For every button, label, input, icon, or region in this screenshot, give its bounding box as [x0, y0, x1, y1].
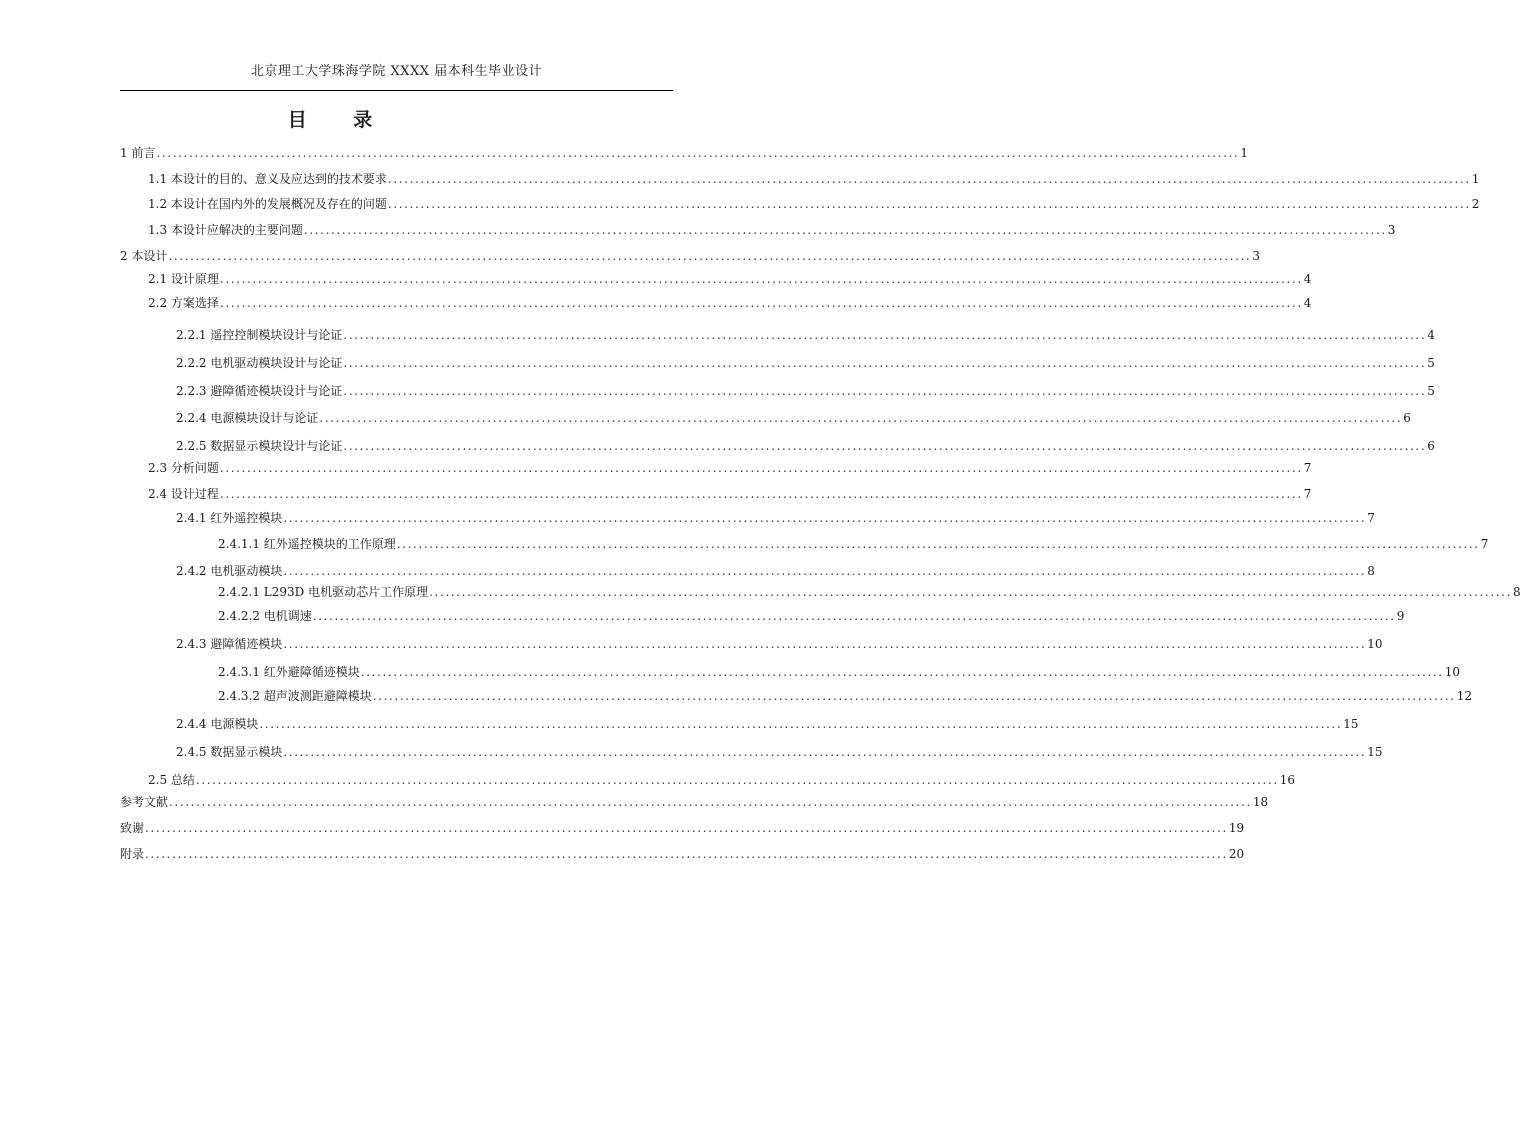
- toc-entry[interactable]: [148, 460, 1312, 476]
- toc-entry[interactable]: [218, 584, 1521, 600]
- toc-entry-page: 7: [1303, 487, 1312, 501]
- toc-dot-leader: ........................................................................................................................................................................................................: [283, 511, 1367, 525]
- toc-entry-page: 8: [1367, 564, 1375, 578]
- page-header: 北京理工大学珠海学院 XXXX 届本科生毕业设计: [250, 64, 543, 79]
- toc-entry-title: 1.2 本设计在国内外的发展概况及存在的问题: [148, 197, 387, 211]
- toc-entry[interactable]: [148, 295, 1312, 311]
- toc-entry-page: 5: [1427, 384, 1435, 398]
- toc-title: 目 录: [287, 109, 393, 131]
- toc-entry[interactable]: [148, 171, 1480, 187]
- toc-entry[interactable]: [148, 486, 1312, 502]
- toc-entry[interactable]: [176, 744, 1383, 760]
- toc-entry-page: 4: [1427, 328, 1435, 342]
- toc-dot-leader: ........................................................................................................................................................................................................: [168, 249, 1252, 263]
- toc-entry-page: 10: [1444, 665, 1460, 679]
- toc-entry[interactable]: [176, 383, 1435, 399]
- toc-entry-page: 4: [1303, 272, 1312, 286]
- toc-entry-title: 1.3 本设计应解决的主要问题: [148, 223, 303, 237]
- toc-entry[interactable]: [218, 608, 1405, 624]
- toc-entry-page: 3: [1252, 249, 1260, 263]
- toc-entry[interactable]: [218, 536, 1489, 552]
- toc-dot-leader: ........................................................................................................................................................................................................: [283, 564, 1367, 578]
- toc-entry[interactable]: [148, 196, 1480, 212]
- toc-dot-leader: ........................................................................................................................................................................................................: [343, 439, 1427, 453]
- toc-dot-leader: ........................................................................................................................................................................................................: [145, 821, 1228, 835]
- toc-entry-page: 4: [1303, 296, 1312, 310]
- toc-dot-leader: ........................................................................................................................................................................................................: [360, 665, 1444, 679]
- toc-entry-title: 2.3 分析问题: [148, 461, 219, 475]
- toc-entry-page: 6: [1403, 411, 1411, 425]
- toc-entry-page: 1: [1240, 146, 1248, 160]
- toc-entry-title: 2.4.2 电机驱动模块: [176, 564, 283, 578]
- toc-entry[interactable]: [120, 794, 1269, 810]
- toc-dot-leader: ........................................................................................................................................................................................................: [219, 487, 1303, 501]
- toc-entry-page: 12: [1456, 689, 1472, 703]
- toc-entry-page: 3: [1387, 223, 1396, 237]
- toc-entry[interactable]: [148, 772, 1296, 788]
- toc-entry-page: 2: [1471, 197, 1480, 211]
- toc-entry[interactable]: [218, 688, 1472, 704]
- toc-dot-leader: ........................................................................................................................................................................................................: [387, 197, 1471, 211]
- toc-entry-page: 7: [1303, 461, 1312, 475]
- toc-dot-leader: ........................................................................................................................................................................................................: [219, 272, 1303, 286]
- toc-entry-title: 2.4 设计过程: [148, 487, 219, 501]
- toc-entry-page: 10: [1367, 637, 1383, 651]
- toc-entry[interactable]: [176, 327, 1435, 343]
- toc-dot-leader: ........................................................................................................................................................................................................: [283, 637, 1367, 651]
- toc-entry[interactable]: [148, 271, 1312, 287]
- toc-dot-leader: ........................................................................................................................................................................................................: [429, 585, 1512, 599]
- toc-entry-title: 2.4.3.2 超声波测距避障模块: [218, 689, 372, 703]
- toc-dot-leader: ........................................................................................................................................................................................................: [169, 795, 1252, 809]
- toc-entry-title: 1.1 本设计的目的、意义及应达到的技术要求: [148, 172, 387, 186]
- toc-entry-page: 7: [1480, 537, 1489, 551]
- toc-entry[interactable]: [176, 355, 1435, 371]
- toc-entry[interactable]: [176, 563, 1375, 579]
- toc-dot-leader: ........................................................................................................................................................................................................: [343, 384, 1427, 398]
- toc-dot-leader: ........................................................................................................................................................................................................: [396, 537, 1480, 551]
- toc-entry-title: 2 本设计: [120, 249, 168, 263]
- toc-entry-page: 15: [1367, 745, 1383, 759]
- toc-entry[interactable]: [176, 716, 1359, 732]
- toc-dot-leader: ........................................................................................................................................................................................................: [387, 172, 1471, 186]
- toc-entry[interactable]: [120, 145, 1248, 161]
- toc-entry-title: 2.4.1 红外遥控模块: [176, 511, 283, 525]
- header-rule: [120, 90, 673, 91]
- toc-entry-title: 附录: [120, 847, 145, 861]
- toc-entry-page: 16: [1279, 773, 1296, 787]
- toc-entry-page: 15: [1343, 717, 1359, 731]
- toc-dot-leader: ........................................................................................................................................................................................................: [343, 328, 1427, 342]
- toc-entry-page: 18: [1252, 795, 1269, 809]
- toc-entry-title: 2.2.3 避障循迹模块设计与论证: [176, 384, 343, 398]
- toc-entry-page: 19: [1228, 821, 1245, 835]
- toc-entry-title: 2.4.2.1 L293D 电机驱动芯片工作原理: [218, 585, 429, 599]
- toc-dot-leader: ........................................................................................................................................................................................................: [145, 847, 1228, 861]
- toc-entry-page: 6: [1427, 439, 1435, 453]
- toc-entry[interactable]: [176, 510, 1375, 526]
- toc-entry-title: 2.5 总结: [148, 773, 195, 787]
- toc-dot-leader: ........................................................................................................................................................................................................: [343, 356, 1427, 370]
- toc-entry-title: 2.2 方案选择: [148, 296, 219, 310]
- toc-entry-title: 2.4.3.1 红外避障循迹模块: [218, 665, 360, 679]
- toc-entry[interactable]: [176, 438, 1435, 454]
- toc-entry-title: 2.4.3 避障循迹模块: [176, 637, 283, 651]
- toc-entry[interactable]: [148, 222, 1396, 238]
- toc-entry-title: 2.1 设计原理: [148, 272, 219, 286]
- toc-entry-title: 2.4.2.2 电机调速: [218, 609, 312, 623]
- toc-entry-title: 1 前言: [120, 146, 156, 160]
- toc-dot-leader: ........................................................................................................................................................................................................: [283, 745, 1367, 759]
- toc-entry-page: 5: [1427, 356, 1435, 370]
- toc-dot-leader: ........................................................................................................................................................................................................: [219, 461, 1303, 475]
- toc-entry-title: 2.4.4 电源模块: [176, 717, 259, 731]
- toc-entry-page: 7: [1367, 511, 1375, 525]
- toc-entry-page: 20: [1228, 847, 1245, 861]
- toc-entry-title: 参考文献: [120, 795, 169, 809]
- toc-entry-title: 2.2.4 电源模块设计与论证: [176, 411, 319, 425]
- toc-entry-title: 2.4.5 数据显示模块: [176, 745, 283, 759]
- toc-dot-leader: ........................................................................................................................................................................................................: [156, 146, 1240, 160]
- toc-entry-title: 2.2.1 遥控控制模块设计与论证: [176, 328, 343, 342]
- toc-dot-leader: ........................................................................................................................................................................................................: [259, 717, 1343, 731]
- toc-entry[interactable]: [176, 636, 1383, 652]
- toc-entry-page: 8: [1513, 585, 1521, 599]
- toc-entry-title: 致谢: [120, 821, 145, 835]
- toc-entry[interactable]: [120, 248, 1260, 264]
- toc-dot-leader: ........................................................................................................................................................................................................: [319, 411, 1403, 425]
- toc-dot-leader: ........................................................................................................................................................................................................: [312, 609, 1396, 623]
- toc-entry-title: 2.2.2 电机驱动模块设计与论证: [176, 356, 343, 370]
- toc-entry-title: 2.4.1.1 红外遥控模块的工作原理: [218, 537, 396, 551]
- toc-entry-page: 1: [1471, 172, 1480, 186]
- toc-dot-leader: ........................................................................................................................................................................................................: [219, 296, 1303, 310]
- toc-entry-title: 2.2.5 数据显示模块设计与论证: [176, 439, 343, 453]
- toc-entry[interactable]: [120, 846, 1245, 862]
- toc-entry[interactable]: [218, 664, 1460, 680]
- toc-entry-page: 9: [1396, 609, 1405, 623]
- toc-dot-leader: ........................................................................................................................................................................................................: [195, 773, 1279, 787]
- toc-dot-leader: ........................................................................................................................................................................................................: [372, 689, 1456, 703]
- toc-dot-leader: ........................................................................................................................................................................................................: [303, 223, 1387, 237]
- toc-entry[interactable]: [120, 820, 1245, 836]
- toc-entry[interactable]: [176, 410, 1411, 426]
